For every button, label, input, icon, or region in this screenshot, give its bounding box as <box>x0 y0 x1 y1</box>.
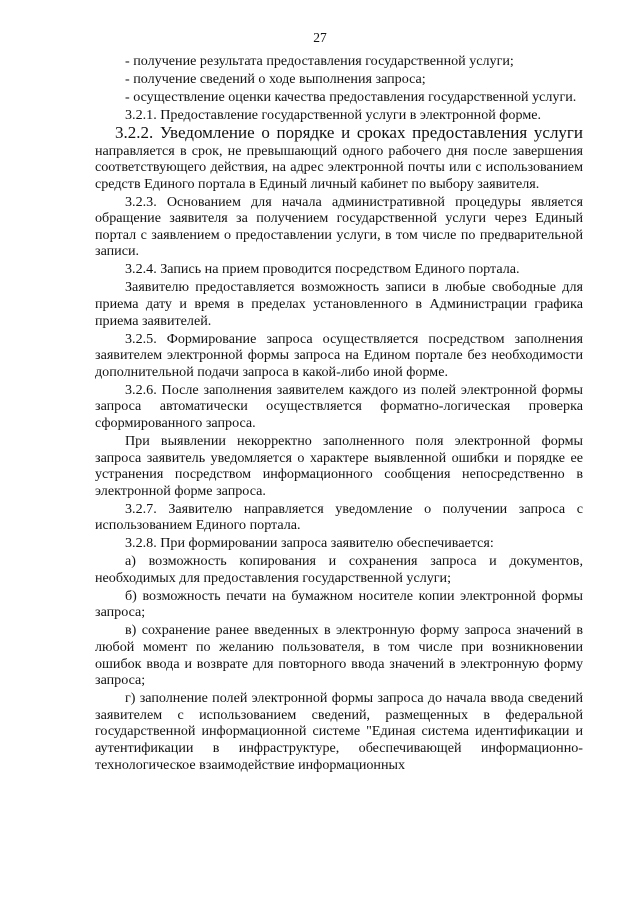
paragraph-item-a: а) возможность копирования и сохранения запроса и документов, необходимых для предоставления государственной услуги; <box>95 553 583 586</box>
paragraph-bullet-quality: - осуществление оценки качества предоставления государственной услуги. <box>125 88 577 105</box>
paragraph-item-b: б) возможность печати на бумажном носителе копии электронной формы запроса; <box>95 587 583 621</box>
paragraph-3-2-2 <box>95 122 583 192</box>
paragraph-3-2-1: 3.2.1. Предоставление государственной услуги в электронной форме. <box>125 106 542 123</box>
paragraph-error-notice: При выявлении некорректно заполненного поля электронной формы запроса заявитель уведомляется о характере выявленной ошибки и порядке ее устранения посредством информационного сообщения непосредственно в электронной форме запроса. <box>95 432 583 499</box>
paragraph-3-2-2-lead: 3.2.2. Уведомление о порядке и сроках предоставления услуги <box>115 122 583 142</box>
paragraph-3-2-7: 3.2.7. Заявителю направляется уведомление о получении запроса с использованием Единого портала. <box>95 500 583 534</box>
paragraph-3-2-8: 3.2.8. При формировании запроса заявителю обеспечивается: <box>125 535 494 552</box>
paragraph-bullet-progress: - получение сведений о ходе выполнения запроса; <box>125 70 426 87</box>
paragraph-3-2-4: 3.2.4. Запись на прием проводится посредством Единого портала. <box>125 261 520 278</box>
paragraph-3-2-3: 3.2.3. Основанием для начала административной процедуры является обращение заявителя за получением государственной услуги через Единый портал с заявлением о предоставлении услуги, в том числе по предварительной записи. <box>95 193 583 260</box>
paragraph-bullet-result: - получение результата предоставления государственной услуги; <box>125 53 514 69</box>
paragraph-appointment: Заявителю предоставляется возможность записи в любые свободные для приема дату и время в пределах установленного в Администрации графика приема заявителей. <box>95 279 583 329</box>
paragraph-3-2-2-rest: направляется в срок, не превышающий одного рабочего дня после завершения соответствующего действия, на адрес электронной почты или с использованием средств Единого портала в Единый личный кабинет по выбору заявителя. <box>95 142 583 192</box>
paragraph-3-2-5: 3.2.5. Формирование запроса осуществляется посредством заполнения заявителем электронной формы запроса на Едином портале без необходимости дополнительной подачи запроса в какой-либо иной форме. <box>95 330 583 380</box>
document-body <box>95 53 583 775</box>
paragraph-item-g: г) заполнение полей электронной формы запроса до начала ввода сведений заявителем с использованием сведений, размещенных в федеральной государственной информационной системе "Единая система идентификации и аутентификации в инфраструктуре, обеспечивающей информационно-технологическое взаимодействие информационных <box>95 690 583 773</box>
paragraph-3-2-6: 3.2.6. После заполнения заявителем каждого из полей электронной формы запроса автоматически осуществляется форматно-логическая проверка сформированного запроса. <box>95 381 583 431</box>
page-number: 27 <box>313 30 327 45</box>
paragraph-item-v: в) сохранение ранее введенных в электронную форму запроса значений в любой момент по желанию пользователя, в том числе при возникновении ошибок ввода и возврате для повторного ввода значений в электронную форму запроса; <box>95 622 583 689</box>
